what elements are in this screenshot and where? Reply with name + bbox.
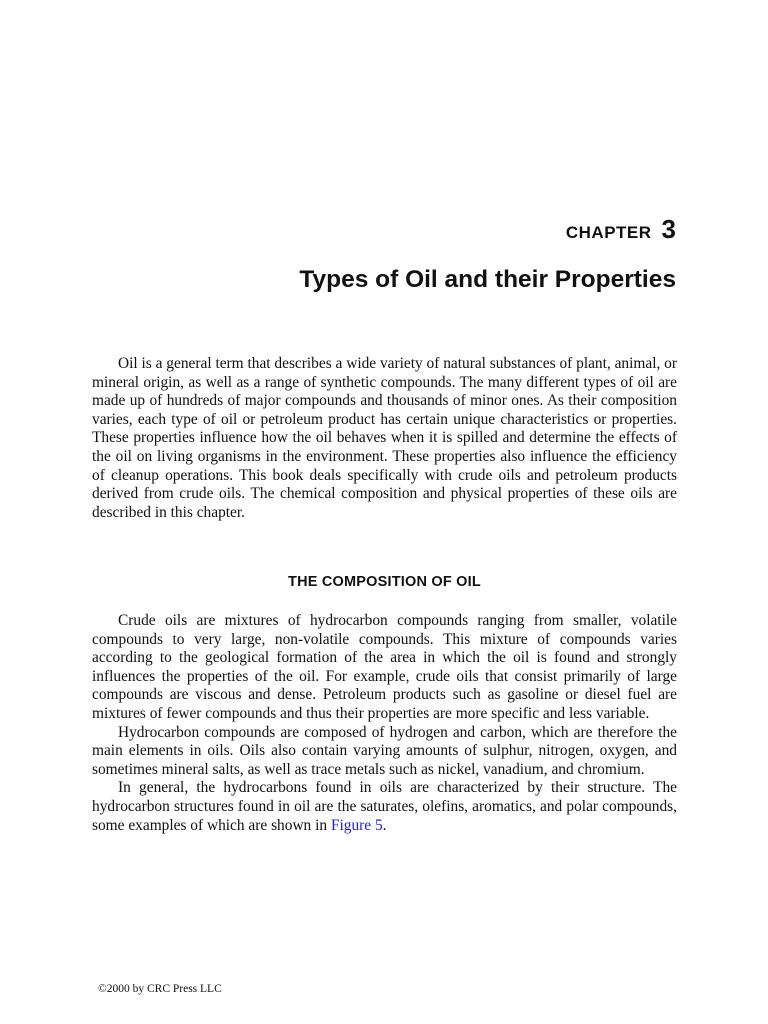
- composition-section: [92, 612, 677, 835]
- composition-paragraph-1: Crude oils are mixtures of hydrocarbon compounds ranging from smaller, volatile compounds to very large, non-volatile compounds. This mixture of compounds varies according to the geological formation of the area in which the oil is found and strongly influences the properties of the oil. For example, crude oils that consist primarily of large compounds are viscous and dense. Petroleum products such as gasoline or diesel fuel are mixtures of fewer compounds and thus their properties are more specific and less variable.: [92, 612, 677, 722]
- composition-paragraph-3-end: .: [382, 816, 387, 834]
- copyright-footer: ©2000 by CRC Press LLC: [98, 983, 222, 995]
- figure-5-link[interactable]: Figure 5: [330, 816, 383, 834]
- chapter-label: [566, 214, 676, 245]
- intro-section: [92, 355, 677, 522]
- section-heading: THE COMPOSITION OF OIL: [288, 574, 481, 590]
- chapter-number: 3: [661, 214, 676, 244]
- chapter-title: Types of Oil and their Properties: [299, 266, 676, 293]
- composition-paragraph-3: [92, 779, 677, 835]
- chapter-word: CHAPTER: [565, 223, 652, 242]
- composition-paragraph-3-text: In general, the hydrocarbons found in oils are characterized by their structure. The hydrocarbon structures found in oil are the saturates, olefins, aromatics, and polar compounds, some examples of which are shown in: [92, 779, 677, 834]
- intro-paragraph: Oil is a general term that describes a wide variety of natural substances of plant, animal, or mineral origin, as well as a range of synthetic compounds. The many different types of oil are made up of hundreds of major compounds and thousands of minor ones. As their composition varies, each type of oil or petroleum product has certain unique characteristics or properties. These properties influence how the oil behaves when it is spilled and determine the effects of the oil on living organisms in the environment. These properties also influence the efficiency of cleanup operations. This book deals specifically with crude oils and petroleum products derived from crude oils. The chemical composition and physical properties of these oils are described in this chapter.: [92, 355, 678, 521]
- composition-paragraph-2: Hydrocarbon compounds are composed of hydrogen and carbon, which are therefore the main elements in oils. Oils also contain varying amounts of sulphur, nitrogen, oxygen, and sometimes mineral salts, as well as trace metals such as nickel, vanadium, and chromium.: [92, 723, 677, 778]
